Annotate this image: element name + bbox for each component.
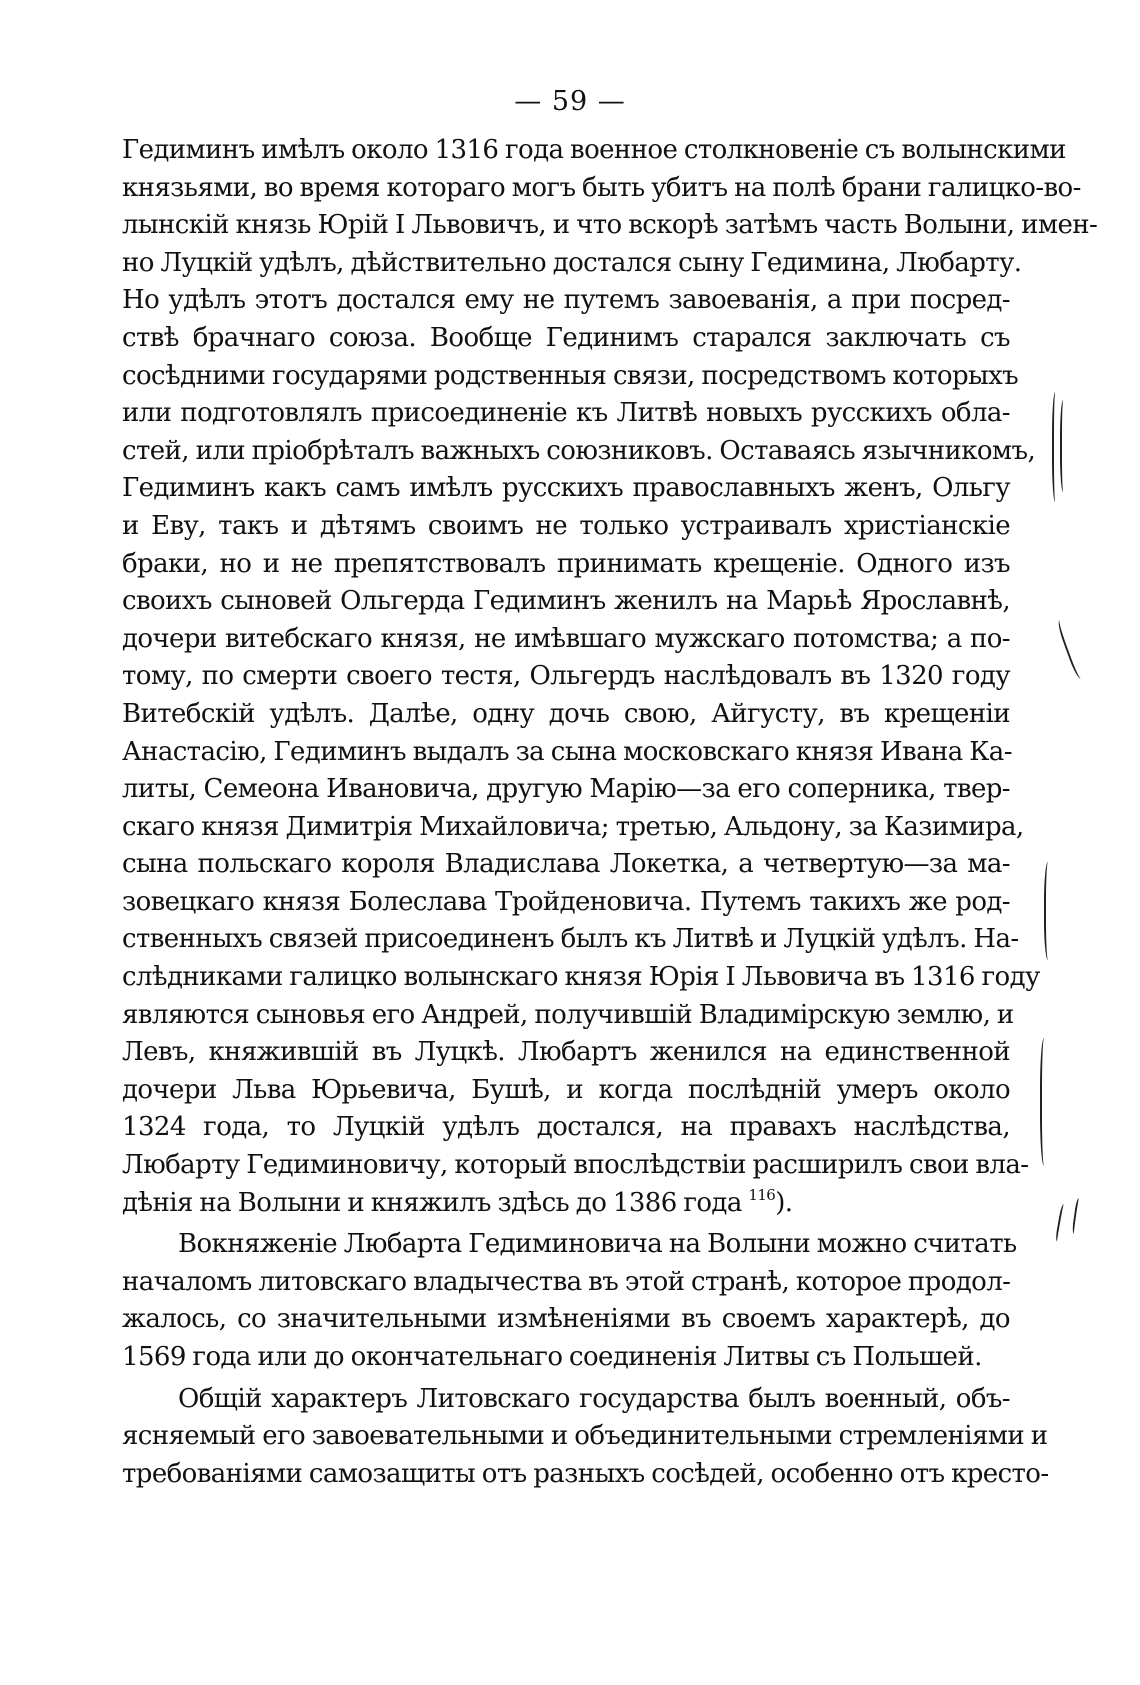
text-line-content: Вокняженіе Любарта Гедиминовича на Волыни можно считать (178, 1229, 1017, 1260)
text-line (122, 1264, 1010, 1302)
page-number: — 59 — (514, 86, 626, 117)
text-line (122, 846, 1010, 884)
text-line-content: стей, или пріобрѣталъ важныхъ союзниковъ. Оставаясь язычникомъ, (122, 435, 1036, 466)
text-line-content: являются сыновья его Андрей, получившій Владимірскую землю, и (122, 999, 1014, 1030)
text-line (122, 282, 1010, 320)
text-line-content: Любарту Гедиминовичу, который впослѣдствіи расширилъ свои вла- (122, 1150, 1029, 1181)
text-line-content: но Луцкій удѣлъ, дѣйствительно достался сыну Гедимина, Любарту. (122, 247, 1022, 278)
text-line (122, 546, 1010, 584)
footnote-tail: ). (775, 1187, 793, 1218)
text-line (122, 658, 1010, 696)
text-line (122, 696, 1010, 734)
text-line (122, 1034, 1010, 1072)
text-line-content: 1324 года, то Луцкій удѣлъ достался, на правахъ наслѣдства, (122, 1112, 1010, 1143)
text-line (122, 132, 1066, 170)
text-line (122, 771, 1010, 809)
text-line (122, 470, 1010, 508)
text-line (122, 245, 1022, 283)
body-text (122, 132, 1098, 1493)
text-line-content: Левъ, княжившій въ Луцкѣ. Любартъ женился на единственной (122, 1037, 1010, 1068)
margin-pencil-mark (1052, 392, 1060, 502)
text-line-content: сына польскаго короля Владислава Локетка, а четвертую—за ма- (122, 849, 1010, 880)
text-line (122, 734, 1010, 772)
text-line-content: или подготовлялъ присоединеніе къ Литвѣ новыхъ русскихъ обла- (122, 398, 1010, 429)
text-line-content: сосѣдними государями родственныя связи, посредствомъ которыхъ (122, 360, 1019, 391)
text-line-content: тому, по смерти своего тестя, Ольгердъ наслѣдовалъ въ 1320 году (122, 661, 1010, 692)
text-line (122, 809, 1024, 847)
text-line-content: началомъ литовскаго владычества въ этой странѣ, которое продол- (122, 1266, 1011, 1297)
margin-pencil-mark (1040, 1038, 1050, 1166)
text-line-content: Гедиминъ имѣлъ около 1316 года военное столкновеніе съ волынскими (122, 135, 1066, 165)
text-line-content: лынскій князь Юрій I Львовичъ, и что вскорѣ затѣмъ часть Волыни, имен- (122, 210, 1098, 241)
text-line-content: литы, Семеона Ивановича, другую Марію—за его соперника, твер- (122, 774, 1010, 805)
text-line-content: ясняемый его завоевательными и объединительными стремленіями и (122, 1421, 1048, 1452)
text-line-content: и Еву, такъ и дѣтямъ своимъ не только устраивалъ христіанскіе (122, 510, 1010, 541)
text-line (122, 959, 1040, 997)
text-line (122, 1147, 1029, 1185)
text-line-content: своихъ сыновей Ольгерда Гедиминъ женилъ на Марьѣ Ярославнѣ, (122, 586, 1010, 617)
margin-pencil-mark (1060, 400, 1068, 492)
text-line (122, 1109, 1010, 1147)
text-line-content: князьями, во время котораго могъ быть убитъ на полѣ брани галицко-во- (122, 172, 1081, 203)
text-line (122, 1339, 1010, 1377)
text-line-content: ствѣ брачнаго союза. Вообще Гединимъ старался заключать съ (122, 322, 1010, 353)
text-line (122, 621, 1010, 659)
text-line-content: слѣдниками галицко волынскаго князя Юрія I Львовича въ 1316 году (122, 962, 1040, 993)
text-line (122, 1381, 1010, 1419)
text-line (122, 1185, 1010, 1223)
text-line (122, 320, 1010, 358)
text-line (122, 395, 1010, 433)
text-line (122, 1226, 1017, 1264)
margin-pencil-mark (1056, 618, 1087, 680)
text-line-content: Витебскій удѣлъ. Далѣе, одну дочь свою, Айгусту, въ крещеніи (122, 698, 1010, 729)
text-line-content: Но удѣлъ этотъ достался ему не путемъ завоеванія, а при посред- (122, 285, 1010, 316)
margin-pencil-mark (1055, 1204, 1068, 1242)
text-line (122, 1072, 1010, 1110)
paragraph (122, 132, 1098, 1222)
text-line-content: Анастасію, Гедиминъ выдалъ за сына московскаго князя Ивана Ка- (122, 736, 1012, 767)
text-line (122, 358, 1019, 396)
text-line (122, 1456, 1049, 1494)
text-line (122, 1301, 1010, 1339)
text-line-content: дочери витебскаго князя, не имѣвшаго мужскаго потомства; а по- (122, 623, 1010, 654)
text-line (122, 884, 1010, 922)
text-line (122, 921, 1019, 959)
text-line (122, 433, 1036, 471)
text-line-content: Гедиминъ какъ самъ имѣлъ русскихъ православныхъ женъ, Ольгу (122, 473, 1010, 504)
text-line (122, 170, 1081, 208)
text-line-content: браки, но и не препятствовалъ принимать крещеніе. Одного изъ (122, 548, 1010, 579)
text-line (122, 1418, 1048, 1456)
text-line (122, 207, 1098, 245)
text-line (122, 997, 1014, 1035)
text-line-content: Общій характеръ Литовскаго государства былъ военный, объ- (178, 1383, 1010, 1414)
text-line (122, 583, 1010, 621)
text-line-content: требованіями самозащиты отъ разныхъ сосѣдей, особенно отъ кресто- (122, 1458, 1049, 1489)
text-line-content: скаго князя Димитрія Михайловича; третью, Альдону, за Казимира, (122, 811, 1024, 842)
text-line (122, 508, 1010, 546)
text-line-content: зовецкаго князя Болеслава Тройденовича. Путемъ такихъ же род- (122, 886, 1010, 917)
paragraph (122, 1226, 1017, 1376)
text-line-content: 1569 года или до окончательнаго соединенія Литвы съ Польшей. (122, 1342, 982, 1372)
paragraph (122, 1381, 1049, 1494)
margin-pencil-mark (1044, 862, 1054, 960)
text-line-content: дѣнія на Волыни и княжилъ здѣсь до 1386 года (122, 1187, 742, 1218)
text-line-content: ственныхъ связей присоединенъ былъ къ Литвѣ и Луцкій удѣлъ. На- (122, 924, 1019, 955)
margin-pencil-mark (1072, 1198, 1083, 1234)
text-line-content: дочери Льва Юрьевича, Бушѣ, и когда послѣдній умеръ около (122, 1074, 1010, 1105)
footnote-marker[interactable]: 116 (748, 1185, 776, 1204)
text-line-content: жалось, со значительными измѣненіями въ своемъ характерѣ, до (122, 1304, 1010, 1335)
